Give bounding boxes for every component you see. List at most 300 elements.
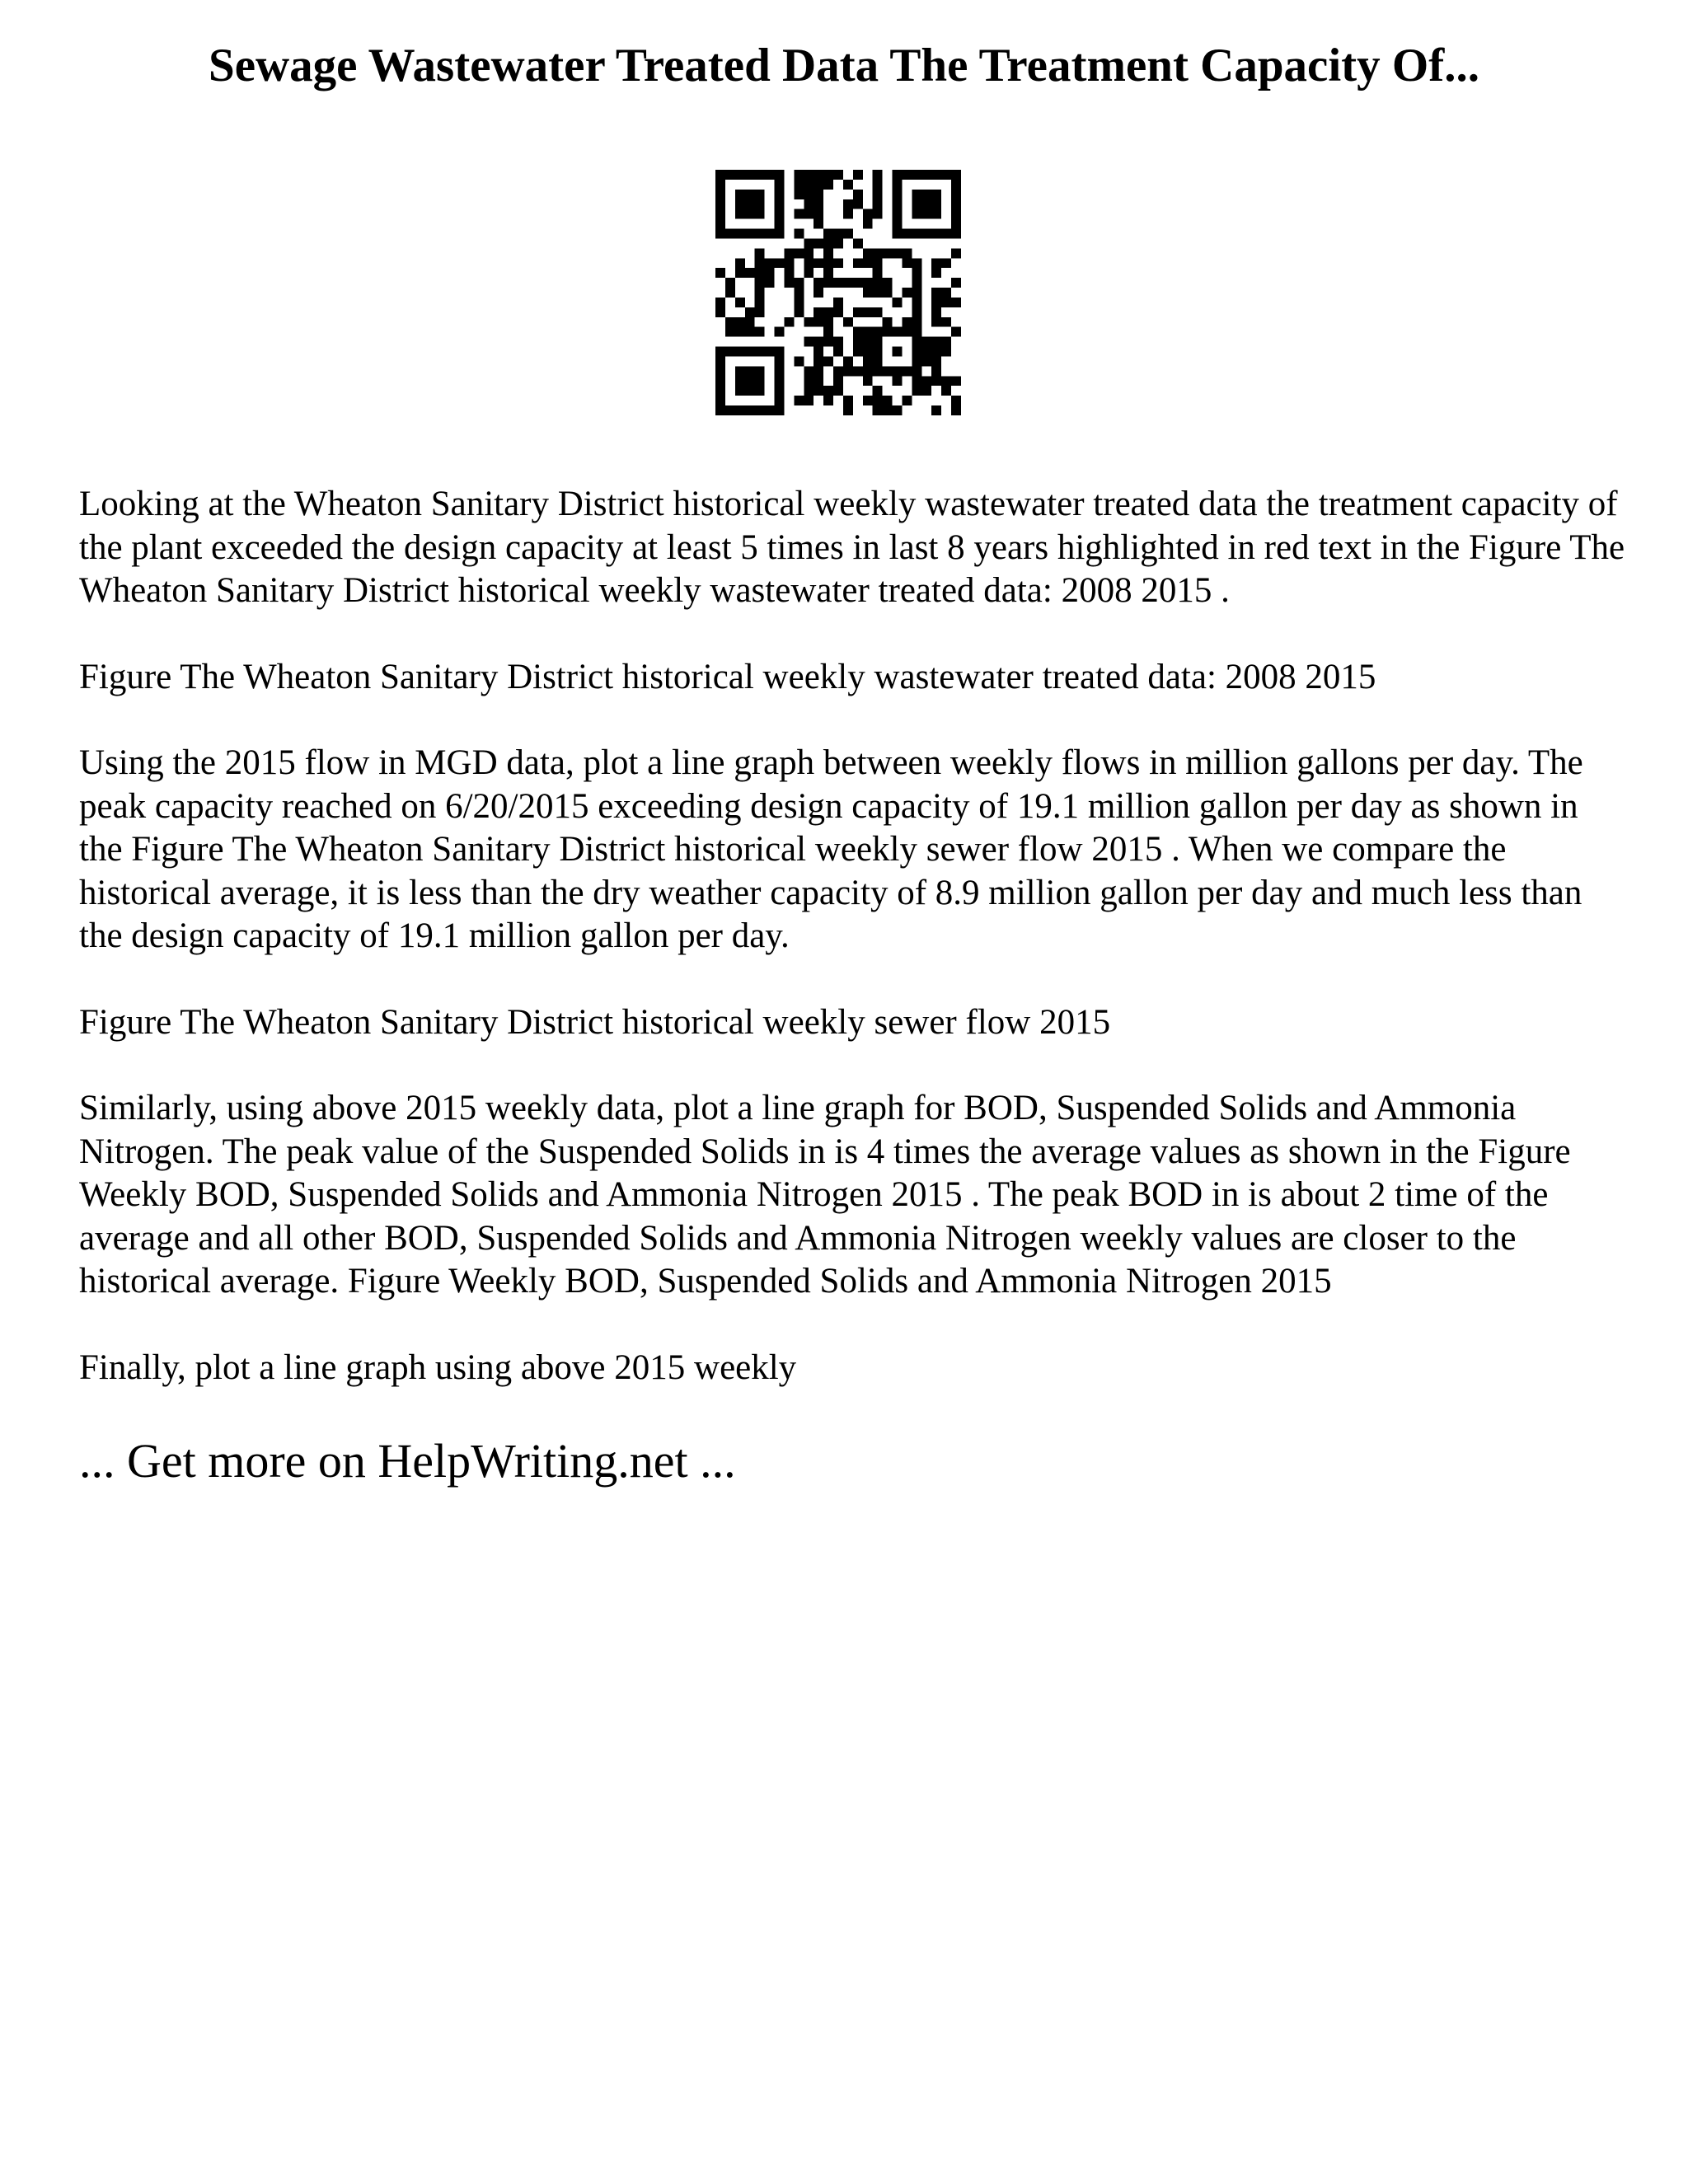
qr-module: [931, 229, 941, 239]
qr-module: [725, 347, 735, 357]
qr-module: [912, 337, 921, 347]
qr-module: [735, 366, 745, 376]
qr-module: [921, 209, 931, 219]
qr-module: [863, 327, 873, 337]
qr-module: [823, 268, 833, 278]
qr-module: [715, 376, 725, 386]
qr-module: [833, 238, 843, 248]
qr-module: [921, 199, 931, 209]
qr-module: [863, 337, 873, 347]
qr-module: [745, 229, 755, 239]
qr-module: [814, 238, 823, 248]
qr-module: [804, 180, 814, 190]
qr-module: [873, 307, 883, 317]
qr-module: [873, 170, 883, 180]
qr-module: [921, 190, 931, 199]
qr-module: [755, 327, 765, 337]
qr-module: [902, 229, 912, 239]
qr-module: [863, 209, 873, 219]
qr-module: [735, 327, 745, 337]
qr-module: [843, 229, 853, 239]
qr-module: [912, 229, 921, 239]
qr-module: [893, 347, 903, 357]
qr-module: [863, 307, 873, 317]
qr-module: [863, 376, 873, 386]
paragraph-final: Finally, plot a line graph using above 2015 weekly: [79, 1347, 797, 1387]
qr-module: [804, 376, 814, 386]
qr-module: [794, 356, 804, 366]
qr-module: [735, 386, 745, 396]
qr-module: [951, 278, 961, 288]
qr-module: [863, 219, 873, 229]
qr-module: [912, 317, 921, 327]
qr-module: [775, 327, 785, 337]
qr-module: [833, 337, 843, 347]
qr-module: [775, 229, 785, 239]
qr-module: [853, 366, 863, 376]
qr-module: [941, 170, 951, 180]
qr-module: [873, 347, 883, 357]
qr-module: [775, 209, 785, 219]
qr-module: [745, 199, 755, 209]
qr-module: [863, 396, 873, 405]
qr-module: [931, 288, 941, 298]
qr-module: [941, 298, 951, 307]
qr-module: [715, 356, 725, 366]
qr-module: [755, 209, 765, 219]
qr-module: [784, 258, 794, 268]
qr-module: [863, 258, 873, 268]
qr-code-icon: [715, 170, 961, 415]
qr-module: [794, 170, 804, 180]
qr-module: [843, 278, 853, 288]
qr-module: [912, 298, 921, 307]
qr-module: [755, 170, 765, 180]
qr-module: [814, 190, 823, 199]
qr-module: [725, 170, 735, 180]
qr-module: [912, 209, 921, 219]
qr-module: [893, 248, 903, 258]
qr-module: [873, 366, 883, 376]
qr-module: [931, 298, 941, 307]
qr-module: [951, 327, 961, 337]
qr-module: [775, 199, 785, 209]
qr-module: [745, 307, 755, 317]
qr-module: [804, 396, 814, 405]
qr-module: [804, 190, 814, 199]
qr-module: [921, 170, 931, 180]
qr-module: [873, 337, 883, 347]
qr-module: [902, 288, 912, 298]
qr-module: [941, 376, 951, 386]
qr-module: [823, 258, 833, 268]
qr-module: [775, 170, 785, 180]
qr-module: [931, 347, 941, 357]
qr-module: [921, 386, 931, 396]
qr-module: [755, 288, 765, 298]
qr-module: [804, 268, 814, 278]
qr-module: [765, 268, 775, 278]
qr-module: [794, 180, 804, 190]
qr-module: [814, 307, 823, 317]
qr-module: [755, 278, 765, 288]
qr-module: [775, 219, 785, 229]
get-more-link[interactable]: ... Get more on HelpWriting.net ...: [79, 1434, 736, 1488]
qr-module: [814, 376, 823, 386]
qr-module: [941, 347, 951, 357]
qr-module: [794, 229, 804, 239]
qr-module: [893, 199, 903, 209]
qr-module: [794, 248, 804, 258]
qr-module: [745, 405, 755, 415]
qr-module: [715, 405, 725, 415]
qr-module: [843, 209, 853, 219]
qr-module: [784, 278, 794, 288]
qr-module: [755, 248, 765, 258]
qr-module: [951, 199, 961, 209]
document-body: [79, 483, 1629, 1490]
qr-module: [804, 258, 814, 268]
qr-module: [912, 258, 921, 268]
qr-module: [814, 347, 823, 357]
qr-module: [893, 219, 903, 229]
qr-module: [725, 405, 735, 415]
qr-module: [745, 327, 755, 337]
paragraph-flow-analysis: Using the 2015 flow in MGD data, plot a line graph between weekly flows in million gallons per day. The peak capacity reached on 6/20/2015 exceeding design capacity of 19.1 million gallon per day as shown in the Figure The Wheaton Sanitary District historical weekly sewer flow 2015 . When we compare the historical average, it is less than the dry weather capacity of 8.9 million gallon per day and much less than the design capacity of 19.1 million gallon per day.: [79, 743, 1583, 955]
qr-module: [823, 386, 833, 396]
qr-module: [715, 396, 725, 405]
qr-module: [765, 258, 775, 268]
qr-module: [794, 396, 804, 405]
qr-module: [873, 327, 883, 337]
qr-module: [794, 288, 804, 298]
qr-module: [814, 386, 823, 396]
qr-module: [823, 278, 833, 288]
qr-module: [735, 298, 745, 307]
qr-module: [902, 258, 912, 268]
qr-module: [853, 238, 863, 248]
qr-module: [843, 180, 853, 190]
qr-module: [931, 258, 941, 268]
qr-module: [941, 337, 951, 347]
qr-module: [833, 278, 843, 288]
qr-module: [755, 258, 765, 268]
qr-module: [843, 366, 853, 376]
qr-module: [863, 248, 873, 258]
qr-module: [931, 170, 941, 180]
qr-module: [765, 405, 775, 415]
qr-module: [775, 376, 785, 386]
qr-module: [755, 347, 765, 357]
qr-module: [715, 298, 725, 307]
qr-module: [804, 238, 814, 248]
qr-module: [794, 278, 804, 288]
qr-module: [863, 288, 873, 298]
qr-module: [755, 229, 765, 239]
qr-module: [823, 248, 833, 258]
qr-module: [725, 229, 735, 239]
qr-module: [833, 170, 843, 180]
qr-module: [893, 298, 903, 307]
qr-module: [873, 356, 883, 366]
qr-module: [951, 396, 961, 405]
qr-module: [814, 337, 823, 347]
qr-module: [931, 376, 941, 386]
qr-module: [745, 347, 755, 357]
qr-module: [814, 180, 823, 190]
qr-module: [814, 366, 823, 376]
qr-module: [883, 396, 893, 405]
qr-module: [814, 219, 823, 229]
qr-module: [843, 199, 853, 209]
qr-module: [735, 209, 745, 219]
qr-module: [715, 386, 725, 396]
qr-module: [735, 317, 745, 327]
qr-module: [883, 317, 893, 327]
qr-module: [931, 199, 941, 209]
qr-module: [745, 170, 755, 180]
qr-module: [833, 258, 843, 268]
qr-module: [951, 180, 961, 190]
qr-module: [745, 209, 755, 219]
qr-module: [715, 268, 725, 278]
qr-module: [931, 356, 941, 366]
qr-module: [902, 396, 912, 405]
qr-module: [951, 219, 961, 229]
qr-module: [893, 229, 903, 239]
qr-module: [755, 386, 765, 396]
qr-module: [902, 366, 912, 376]
qr-module: [715, 190, 725, 199]
qr-module: [814, 356, 823, 366]
qr-module: [775, 396, 785, 405]
qr-module: [745, 386, 755, 396]
qr-module: [755, 298, 765, 307]
qr-module: [794, 298, 804, 307]
qr-module: [804, 337, 814, 347]
qr-module: [893, 209, 903, 219]
qr-module: [912, 347, 921, 357]
qr-module: [823, 396, 833, 405]
qr-module: [735, 190, 745, 199]
qr-module: [784, 317, 794, 327]
qr-module: [951, 190, 961, 199]
qr-module: [823, 356, 833, 366]
qr-module: [775, 366, 785, 376]
qr-module: [735, 376, 745, 386]
qr-module: [725, 288, 735, 298]
qr-module: [765, 347, 775, 357]
qr-module: [715, 229, 725, 239]
qr-module: [931, 268, 941, 278]
qr-module: [775, 356, 785, 366]
qr-module: [883, 327, 893, 337]
qr-module: [921, 376, 931, 386]
qr-module: [941, 288, 951, 298]
qr-module: [863, 356, 873, 366]
qr-module: [893, 170, 903, 180]
qr-module: [873, 405, 883, 415]
qr-module: [951, 298, 961, 307]
page-title: Sewage Wastewater Treated Data The Treatment Capacity Of...: [209, 40, 1479, 91]
paragraph-intro: Looking at the Wheaton Sanitary District historical weekly wastewater treated data the treatment capacity of the plant exceeded the design capacity at least 5 times in last 8 years highlighted in red text in the Figure The Wheaton Sanitary District historical weekly wastewater treated data: 2008 2015 .: [79, 485, 1625, 610]
qr-module: [745, 376, 755, 386]
qr-module: [775, 386, 785, 396]
qr-module: [823, 180, 833, 190]
qr-module: [853, 278, 863, 288]
qr-module: [735, 405, 745, 415]
qr-module: [873, 258, 883, 268]
qr-module: [735, 170, 745, 180]
qr-module: [921, 337, 931, 347]
qr-module: [775, 190, 785, 199]
qr-module: [814, 258, 823, 268]
qr-module: [755, 405, 765, 415]
paragraph-bod-analysis: Similarly, using above 2015 weekly data, plot a line graph for BOD, Suspended Solids and Ammonia Nitrogen. The peak value of the Suspended Solids in is 4 times the average values as shown in the Figure Weekly BOD, Suspended Solids and Ammonia Nitrogen 2015 . The peak BOD in is about 2 time of the average and all other BOD, Suspended Solids and Ammonia Nitrogen weekly values are closer to the historical average. Figure Weekly BOD, Suspended Solids and Ammonia Nitrogen 2015: [79, 1089, 1571, 1301]
qr-code-graphic: [715, 170, 961, 415]
qr-module: [941, 229, 951, 239]
qr-module: [921, 229, 931, 239]
qr-module: [715, 209, 725, 219]
qr-module: [715, 219, 725, 229]
qr-module: [715, 347, 725, 357]
qr-module: [843, 356, 853, 366]
qr-module: [941, 258, 951, 268]
qr-module: [755, 376, 765, 386]
qr-module: [775, 405, 785, 415]
qr-module: [833, 298, 843, 307]
qr-module: [804, 317, 814, 327]
qr-module: [853, 327, 863, 337]
qr-module: [941, 317, 951, 327]
qr-module: [912, 356, 921, 366]
qr-module: [843, 405, 853, 415]
qr-module: [912, 278, 921, 288]
qr-module: [735, 229, 745, 239]
qr-module: [883, 405, 893, 415]
qr-module: [843, 317, 853, 327]
qr-module: [893, 376, 903, 386]
qr-module: [951, 376, 961, 386]
qr-module: [883, 278, 893, 288]
qr-module: [814, 209, 823, 219]
qr-module: [921, 347, 931, 357]
qr-module: [873, 248, 883, 258]
qr-module: [853, 347, 863, 357]
qr-module: [833, 376, 843, 386]
qr-module: [745, 268, 755, 278]
qr-module: [833, 347, 843, 357]
qr-module: [823, 238, 833, 248]
qr-module: [823, 229, 833, 239]
qr-module: [931, 307, 941, 317]
qr-module: [833, 229, 843, 239]
qr-module: [823, 317, 833, 327]
qr-module: [823, 170, 833, 180]
qr-module: [765, 278, 775, 288]
qr-module: [784, 268, 794, 278]
qr-module: [951, 405, 961, 415]
figure-caption-treated-data: Figure The Wheaton Sanitary District historical weekly wastewater treated data: 2008 2015: [79, 657, 1376, 696]
qr-module: [843, 396, 853, 405]
qr-module: [863, 347, 873, 357]
qr-module: [735, 258, 745, 268]
qr-module: [931, 366, 941, 376]
qr-module: [725, 317, 735, 327]
qr-module: [814, 317, 823, 327]
qr-module: [863, 366, 873, 376]
qr-module: [951, 248, 961, 258]
qr-module: [883, 248, 893, 258]
qr-module: [735, 199, 745, 209]
qr-module: [823, 337, 833, 347]
qr-module: [814, 199, 823, 209]
qr-module: [715, 307, 725, 317]
qr-module: [833, 386, 843, 396]
qr-module: [873, 190, 883, 199]
qr-module: [745, 317, 755, 327]
qr-module: [784, 248, 794, 258]
qr-module: [804, 209, 814, 219]
qr-module: [765, 229, 775, 239]
qr-module: [823, 307, 833, 317]
qr-module: [873, 396, 883, 405]
qr-module: [931, 209, 941, 219]
qr-module: [941, 386, 951, 396]
qr-module: [863, 278, 873, 288]
qr-module: [804, 170, 814, 180]
figure-caption-sewer-flow: Figure The Wheaton Sanitary District historical weekly sewer flow 2015: [79, 1002, 1111, 1042]
qr-module: [853, 307, 863, 317]
qr-module: [775, 258, 785, 268]
qr-module: [873, 278, 883, 288]
qr-module: [823, 327, 833, 337]
qr-module: [853, 170, 863, 180]
qr-module: [755, 199, 765, 209]
qr-module: [951, 170, 961, 180]
qr-module: [715, 199, 725, 209]
qr-module: [853, 258, 863, 268]
qr-module: [715, 180, 725, 190]
qr-module: [755, 307, 765, 317]
qr-module: [912, 170, 921, 180]
qr-module: [735, 347, 745, 357]
qr-module: [814, 288, 823, 298]
qr-module: [794, 190, 804, 199]
qr-module: [814, 278, 823, 288]
qr-module: [931, 190, 941, 199]
qr-module: [912, 288, 921, 298]
qr-module: [912, 386, 921, 396]
qr-module: [931, 405, 941, 415]
qr-module: [804, 386, 814, 396]
qr-module: [853, 199, 863, 209]
qr-module: [873, 199, 883, 209]
qr-module: [804, 248, 814, 258]
qr-module: [775, 347, 785, 357]
qr-module: [902, 248, 912, 258]
qr-module: [912, 199, 921, 209]
qr-module: [912, 327, 921, 337]
qr-module: [873, 386, 883, 396]
qr-module: [931, 317, 941, 327]
qr-module: [951, 209, 961, 219]
qr-module: [794, 209, 804, 219]
qr-module: [912, 307, 921, 317]
qr-module: [725, 278, 735, 288]
qr-module: [745, 190, 755, 199]
qr-module: [912, 268, 921, 278]
